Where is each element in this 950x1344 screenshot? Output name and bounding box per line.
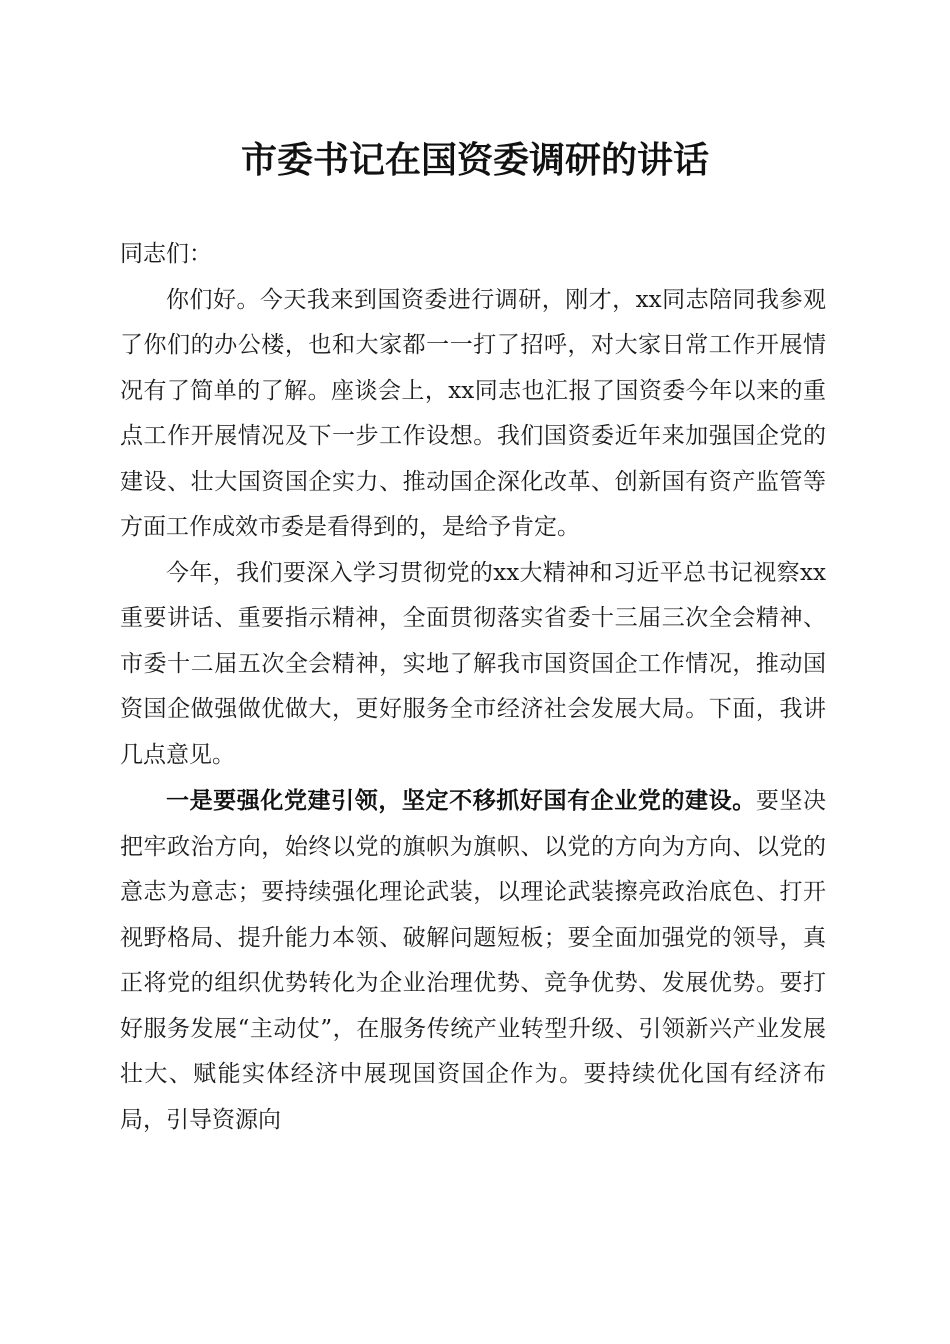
- section-1-lead: 一是要强化党建引领，坚定不移抓好国有企业党的建设。: [166, 787, 756, 814]
- document-body: [120, 232, 826, 1143]
- document-title: 市委书记在国资委调研的讲话: [240, 139, 709, 181]
- paragraph-section-1: [120, 778, 826, 1143]
- paragraph-intro: 你们好。今天我来到国资委进行调研，刚才，xx同志陪同我参观了你们的办公楼，也和大家都一一打了招呼，对大家日常工作开展情况有了简单的了解。座谈会上，xx同志也汇报了国资委今年以来的重点工作开展情况及下一步工作设想。我们国资委近年来加强国企党的建设、壮大国资国企实力、推动国企深化改革、创新国有资产监管等方面工作成效市委是看得到的，是给予肯定。: [120, 286, 826, 540]
- paragraph-overview: 今年，我们要深入学习贯彻党的xx大精神和习近平总书记视察xx重要讲话、重要指示精神，全面贯彻落实省委十三届三次全会精神、市委十二届五次全会精神，实地了解我市国资国企工作情况，推动国资国企做强做优做大，更好服务全市经济社会发展大局。下面，我讲几点意见。: [120, 559, 826, 768]
- salutation: 同志们：: [120, 241, 212, 267]
- section-1-text: 要坚决把牢政治方向，始终以党的旗帜为旗帜、以党的方向为方向、以党的意志为意志；要持续强化理论武装，以理论武装擦亮政治底色、打开视野格局、提升能力本领、破解问题短板；要全面加强党的领导，真正将党的组织优势转化为企业治理优势、竞争优势、发展优势。要打好服务发展“主动仗”，在服务传统产业转型升级、引领新兴产业发展壮大、赋能实体经济中展现国资国企作为。要持续优化国有经济布局，引导资源向: [120, 788, 827, 1133]
